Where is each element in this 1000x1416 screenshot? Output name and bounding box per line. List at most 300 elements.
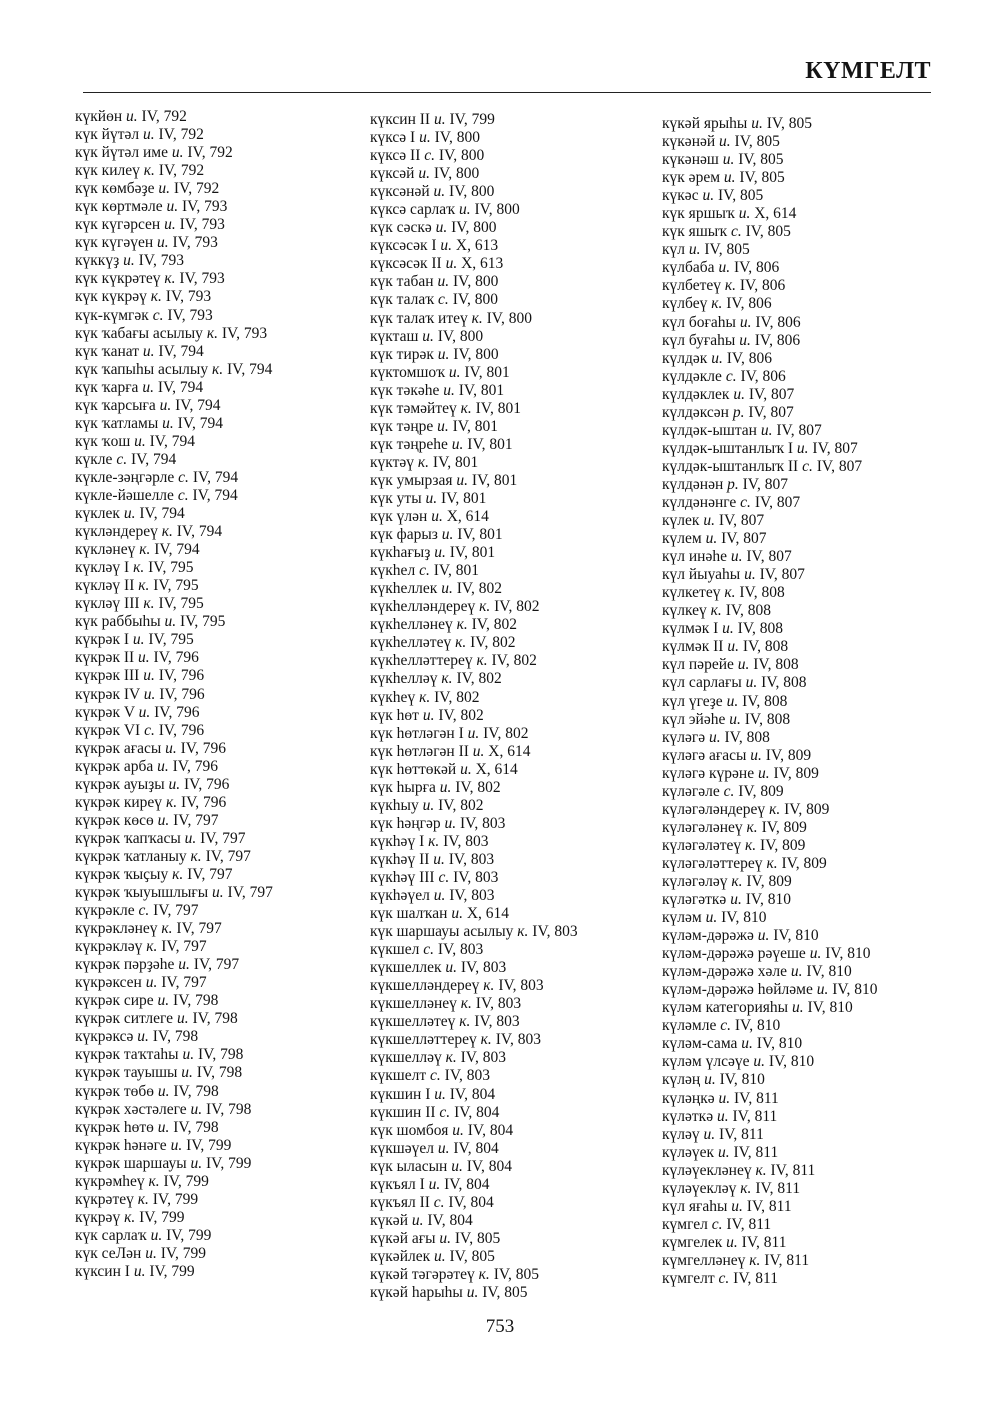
dictionary-entry: [75, 252, 273, 270]
entry-reference: IV, 792: [173, 180, 220, 198]
entry-headword: күл пәрейе: [662, 656, 734, 674]
entry-headword: күкрәк таҡтаһы: [75, 1046, 179, 1064]
dictionary-entry: [662, 332, 878, 350]
entry-pos-abbrev: и.: [460, 760, 472, 778]
entry-pos-abbrev: и.: [134, 432, 146, 450]
entry-pos-abbrev: и.: [796, 439, 809, 457]
entry-pos-abbrev: к.: [731, 872, 743, 890]
entry-reference: IV, 797: [173, 811, 219, 829]
entry-pos-abbrev: и.: [212, 884, 224, 902]
entry-reference: IV, 806: [755, 313, 801, 331]
entry-headword: күлдәк-ыштанлыҡ II: [662, 457, 799, 475]
entry-reference: IV, 802: [483, 724, 529, 742]
dictionary-entry: [662, 566, 878, 584]
dictionary-entry: [662, 1234, 878, 1252]
dictionary-entry: [75, 1191, 273, 1209]
dictionary-entry: [662, 223, 878, 241]
dictionary-entry: [75, 469, 273, 487]
entry-headword: күкрәтеү: [75, 1190, 134, 1208]
entry-pos-abbrev: и.: [760, 421, 773, 439]
entry-headword: күк һырға: [370, 778, 436, 796]
dictionary-entry: [370, 183, 578, 201]
entry-reference: IV, 804: [454, 1103, 500, 1121]
entry-headword: күктомшоҡ: [370, 363, 446, 381]
entry-headword: күкһеллек: [370, 580, 438, 598]
entry-reference: IV, 797: [161, 974, 207, 992]
entry-reference: IV, 794: [130, 450, 177, 468]
entry-reference: IV, 795: [180, 613, 226, 631]
entry-headword: күкшел: [370, 941, 420, 959]
entry-reference: IV, 796: [172, 757, 218, 775]
entry-reference: IV, 799: [149, 1263, 195, 1280]
entry-pos-abbrev: к.: [161, 523, 173, 541]
entry-reference: IV, 809: [781, 854, 827, 872]
dictionary-entry: [662, 133, 878, 151]
dictionary-entry: [662, 729, 878, 747]
entry-headword: күләм-дәрәжә: [662, 927, 754, 945]
entry-reference: IV, 803: [460, 959, 507, 977]
dictionary-entry: [75, 1137, 273, 1155]
entry-pos-abbrev: к.: [441, 670, 453, 688]
entry-headword: күк күкрәтеү: [75, 270, 161, 288]
entry-reference: IV, 801: [433, 562, 480, 580]
entry-pos-abbrev: и.: [143, 685, 156, 703]
entry-pos-abbrev: и.: [145, 974, 158, 992]
entry-pos-abbrev: и.: [733, 385, 745, 403]
entry-headword: күл үгеҙе: [662, 692, 723, 710]
entry-reference: IV, 805: [704, 241, 750, 259]
entry-headword: күк ҡабағы асылыу: [75, 324, 203, 342]
entry-pos-abbrev: и.: [433, 111, 446, 128]
entry-headword: күләүекләү: [662, 1179, 737, 1197]
running-head-title: КҮМГЕЛТ: [805, 58, 931, 84]
entry-headword: күкләү III: [75, 595, 140, 613]
dictionary-entry: [662, 909, 878, 927]
entry-headword: күлем: [662, 530, 702, 548]
entry-reference: IV, 811: [732, 1107, 778, 1125]
dictionary-entry: [75, 541, 273, 559]
entry-pos-abbrev: к.: [139, 541, 151, 559]
entry-headword: күк талаҡ: [370, 291, 435, 309]
entry-pos-abbrev: и.: [757, 764, 770, 782]
dictionary-entry: [370, 508, 578, 526]
entry-reference: IV, 811: [755, 1179, 801, 1197]
entry-pos-abbrev: к.: [143, 595, 155, 613]
dictionary-entry: [370, 1049, 578, 1067]
dictionary-entry: [662, 747, 878, 765]
dictionary-entry: [370, 905, 578, 923]
entry-headword: күкләү II: [75, 577, 135, 595]
entry-headword: күксәсәк II: [370, 255, 442, 273]
entry-headword: күкһелләтеү: [370, 634, 452, 652]
entry-pos-abbrev: и.: [143, 126, 155, 144]
dictionary-entry: [662, 1090, 878, 1108]
entry-headword: күк һөттөкәй: [370, 760, 457, 778]
entry-reference: IV, 794: [149, 432, 195, 450]
entry-pos-abbrev: и.: [722, 620, 734, 638]
entry-reference: IV, 794: [139, 505, 185, 523]
entry-pos-abbrev: и.: [157, 757, 169, 775]
dictionary-entry: [75, 505, 273, 523]
entry-headword: күкрәк ауыҙы: [75, 775, 165, 793]
entry-pos-abbrev: и.: [157, 811, 170, 829]
dictionary-entry: [370, 959, 578, 977]
dictionary-entry: [370, 237, 578, 255]
dictionary-entry: [75, 1119, 273, 1137]
dictionary-entry: [75, 974, 273, 992]
entry-reference: IV, 805: [738, 151, 784, 169]
entry-headword: күкрәк ҡыуышлығы: [75, 884, 209, 902]
entry-reference: IV, 807: [816, 457, 863, 475]
dictionary-entry: [75, 126, 273, 144]
entry-reference: IV, 811: [770, 1161, 816, 1179]
entry-pos-abbrev: и.: [441, 580, 453, 598]
entry-headword: күкрәк V: [75, 703, 135, 721]
entry-headword: күк тәңре: [370, 417, 434, 435]
entry-headword: күк килеү: [75, 162, 140, 180]
dictionary-entry: [75, 1227, 273, 1245]
dictionary-entry: [662, 151, 878, 169]
entry-pos-abbrev: к.: [476, 652, 488, 670]
entry-headword: күмгелек: [662, 1233, 723, 1251]
entry-reference: IV, 805: [493, 1266, 540, 1283]
entry-reference: IV, 793: [167, 306, 213, 324]
entry-pos-abbrev: к.: [724, 584, 736, 602]
entry-pos-abbrev: и.: [456, 471, 469, 489]
entry-reference: IV, 799: [205, 1154, 252, 1172]
entry-headword: күкәй ағы: [370, 1229, 436, 1247]
dictionary-entry: [662, 674, 878, 692]
entry-reference: IV, 804: [453, 1139, 499, 1157]
entry-headword: күкрәк II: [75, 649, 135, 667]
entry-headword: күлдәк-ыштан: [662, 421, 757, 439]
dictionary-entry: [662, 693, 878, 711]
entry-reference: IV, 801: [452, 417, 498, 435]
entry-headword: күкрәк ҡапҡасы: [75, 829, 181, 847]
dictionary-entry: [370, 382, 578, 400]
dictionary-entry: [662, 801, 878, 819]
dictionary-entry: [75, 1046, 273, 1064]
dictionary-entry: [370, 670, 578, 688]
dictionary-entry: [370, 1248, 578, 1266]
entry-pos-abbrev: к.: [460, 995, 472, 1013]
entry-reference: IV, 803: [475, 995, 522, 1013]
entry-reference: IV, 805: [482, 1284, 528, 1302]
dictionary-entry: [370, 219, 578, 237]
dictionary-entry: [75, 704, 273, 722]
dictionary-entry: [75, 830, 273, 848]
entry-headword: күкрәк ситлеге: [75, 1010, 174, 1028]
entry-pos-abbrev: и.: [718, 259, 731, 277]
entry-headword: күк үлән: [370, 508, 428, 526]
entry-pos-abbrev: с.: [720, 1017, 731, 1035]
dictionary-entry: [370, 544, 578, 562]
entry-reference: IV, 810: [832, 981, 878, 999]
entry-reference: IV, 810: [719, 1071, 765, 1089]
entry-headword: күкрәкләү: [75, 938, 143, 956]
entry-pos-abbrev: к.: [724, 277, 736, 295]
entry-reference: IV, 798: [196, 1064, 243, 1082]
entry-pos-abbrev: и.: [451, 905, 463, 923]
entry-headword: күкшелт: [370, 1067, 427, 1085]
entry-pos-abbrev: и.: [723, 169, 736, 187]
entry-headword: күкйөн: [75, 108, 123, 125]
entry-headword: күк һөт: [370, 706, 419, 724]
entry-column-3: [662, 115, 878, 1288]
entry-reference: IV, 802: [470, 634, 516, 652]
entry-pos-abbrev: и.: [790, 963, 803, 981]
entry-headword: күкәй: [370, 1211, 408, 1229]
entry-pos-abbrev: и.: [703, 1125, 716, 1143]
entry-pos-abbrev: и.: [705, 909, 718, 927]
entry-pos-abbrev: к.: [480, 1031, 492, 1049]
entry-reference: IV, 805: [745, 223, 791, 241]
entry-headword: күксәсәк I: [370, 237, 437, 255]
entry-reference: IV, 796: [153, 649, 199, 667]
entry-pos-abbrev: к.: [428, 832, 440, 850]
entry-pos-abbrev: к.: [124, 1208, 136, 1226]
entry-headword: күк сәскә: [370, 219, 432, 237]
dictionary-entry: [75, 1064, 273, 1082]
entry-reference: IV, 795: [148, 559, 194, 577]
entry-headword: күкһелләттереү: [370, 652, 473, 670]
entry-headword: күкъял I: [370, 1175, 425, 1193]
dictionary-entry: [75, 198, 273, 216]
entry-pos-abbrev: с.: [419, 562, 430, 580]
dictionary-entry: [662, 1071, 878, 1089]
dictionary-entry: [75, 415, 273, 433]
entry-reference: X, 614: [466, 905, 510, 923]
entry-reference: IV, 798: [206, 1100, 252, 1118]
entry-reference: IV, 797: [205, 847, 251, 865]
entry-reference: IV, 799: [160, 1244, 207, 1262]
entry-headword: күк раббыһы: [75, 613, 161, 631]
page-header: [83, 54, 931, 93]
entry-pos-abbrev: и.: [431, 508, 443, 526]
dictionary-entry: [370, 580, 578, 598]
entry-pos-abbrev: и.: [182, 1046, 195, 1064]
entry-pos-abbrev: и.: [190, 1100, 203, 1118]
entry-reference: IV, 801: [441, 489, 487, 507]
dictionary-entry: [662, 620, 878, 638]
dictionary-entry: [662, 945, 878, 963]
entry-pos-abbrev: и.: [443, 381, 455, 399]
entry-reference: IV, 794: [158, 342, 204, 360]
entry-headword: күләм-дәрәжә хәле: [662, 963, 787, 981]
entry-reference: IV, 807: [748, 385, 795, 403]
entry-pos-abbrev: с.: [730, 223, 742, 241]
dictionary-entry: [662, 295, 878, 313]
entry-headword: күләүекләнеү: [662, 1161, 752, 1179]
entry-reference: IV, 793: [172, 234, 218, 252]
entry-headword: күл буғаһы: [662, 331, 736, 349]
entry-pos-abbrev: и.: [137, 1028, 149, 1046]
entry-reference: IV, 795: [153, 577, 199, 595]
entry-pos-abbrev: и.: [441, 526, 454, 544]
entry-pos-abbrev: и.: [178, 956, 190, 974]
entry-headword: күкрәксә: [75, 1028, 134, 1046]
entry-pos-abbrev: и.: [440, 237, 453, 255]
dictionary-entry: [370, 1067, 578, 1085]
dictionary-entry: [75, 1155, 273, 1173]
entry-headword: күләгә күрәне: [662, 764, 755, 782]
entry-headword: күкрәк киреү: [75, 793, 163, 811]
entry-headword: күлдәкле: [662, 367, 722, 385]
dictionary-entry: [370, 797, 578, 815]
entry-pos-abbrev: и.: [439, 778, 452, 796]
entry-headword: күләм үлсәүе: [662, 1053, 750, 1071]
dictionary-entry: [370, 652, 578, 670]
entry-pos-abbrev: с.: [438, 291, 449, 309]
entry-headword: күк һөтләгән II: [370, 742, 469, 760]
dictionary-entry: [75, 920, 273, 938]
dictionary-entry: [75, 216, 273, 234]
dictionary-entry: [662, 927, 878, 945]
entry-reference: IV, 806: [739, 277, 786, 295]
dictionary-entry: [370, 436, 578, 454]
dictionary-entry: [75, 884, 273, 902]
entry-pos-abbrev: к.: [711, 295, 723, 313]
entry-headword: күкһыу: [370, 796, 419, 814]
dictionary-entry: [75, 270, 273, 288]
entry-pos-abbrev: и.: [422, 327, 434, 345]
entry-headword: күкрәк һөтө: [75, 1118, 154, 1136]
entry-reference: IV, 798: [173, 1118, 219, 1136]
entry-headword: күксин II: [370, 111, 431, 128]
entry-reference: IV, 804: [467, 1121, 514, 1139]
entry-pos-abbrev: с.: [177, 486, 189, 504]
entry-pos-abbrev: и.: [437, 345, 450, 363]
entry-reference: IV, 809: [784, 800, 830, 818]
dictionary-entry: [370, 851, 578, 869]
dictionary-entry: [75, 902, 273, 920]
entry-headword: күләгә ағасы: [662, 746, 747, 764]
entry-reference: IV, 796: [180, 739, 226, 757]
dictionary-entry: [662, 187, 878, 205]
entry-headword: күк талаҡ итеү: [370, 309, 468, 327]
entry-reference: IV, 800: [449, 183, 495, 201]
dictionary-entry: [370, 725, 578, 743]
entry-headword: күкһәү I: [370, 832, 425, 850]
entry-reference: IV, 808: [724, 728, 770, 746]
entry-headword: күкшелләү: [370, 1049, 442, 1067]
entry-headword: күкшин II: [370, 1103, 436, 1121]
entry-reference: IV, 811: [741, 1233, 787, 1251]
entry-headword: күкрәк ҡатланыу: [75, 847, 187, 865]
entry-pos-abbrev: и.: [428, 1175, 441, 1193]
dictionary-entry: [662, 819, 878, 837]
entry-headword: күктәү: [370, 453, 415, 471]
entry-reference: IV, 801: [464, 363, 510, 381]
dictionary-entry: [370, 815, 578, 833]
entry-pos-abbrev: и.: [816, 981, 829, 999]
entry-reference: IV, 796: [184, 775, 230, 793]
entry-reference: IV, 800: [437, 327, 484, 345]
entry-headword: күлмәк II: [662, 638, 724, 656]
entry-reference: IV, 810: [745, 891, 792, 909]
dictionary-entry: [370, 255, 578, 273]
entry-reference: IV, 805: [454, 1229, 501, 1247]
dictionary-entry: [75, 1101, 273, 1119]
entry-pos-abbrev: и.: [138, 649, 150, 667]
entry-headword: күләм-сама: [662, 1035, 738, 1053]
entry-pos-abbrev: к.: [150, 288, 162, 306]
entry-pos-abbrev: и.: [745, 674, 758, 692]
entry-reference: IV, 811: [733, 1270, 778, 1287]
entry-pos-abbrev: с.: [439, 1103, 451, 1121]
entry-reference: IV, 807: [759, 566, 805, 584]
entry-reference: IV, 801: [467, 435, 513, 453]
entry-headword: күк ҡош: [75, 432, 131, 450]
entry-pos-abbrev: к.: [143, 162, 155, 180]
dictionary-entry: [370, 129, 578, 147]
dictionary-entry: [662, 314, 878, 332]
entry-headword: күкһәү III: [370, 868, 435, 886]
dictionary-entry: [662, 259, 878, 277]
entry-reference: IV, 807: [776, 421, 822, 439]
entry-headword: күкле-йәшелле: [75, 486, 174, 504]
entry-pos-abbrev: и.: [730, 548, 743, 566]
dictionary-entry: [370, 1104, 578, 1122]
entry-pos-abbrev: и.: [433, 183, 446, 201]
entry-headword: күләң: [662, 1071, 701, 1089]
dictionary-entry: [370, 1230, 578, 1248]
entry-reference: IV, 809: [761, 818, 807, 836]
entry-reference: IV, 803: [453, 868, 499, 886]
dictionary-entry: [75, 1010, 273, 1028]
dictionary-entry: [662, 386, 878, 404]
dictionary-entry: [662, 422, 878, 440]
dictionary-entry: [662, 277, 878, 295]
entry-reference: IV, 798: [152, 1028, 199, 1046]
entry-reference: IV, 794: [157, 378, 204, 396]
entry-headword: күлбаба: [662, 259, 715, 277]
entry-headword: күк күгәрсен: [75, 216, 161, 234]
entry-reference: IV, 794: [176, 523, 223, 541]
dictionary-entry: [662, 115, 878, 133]
entry-pos-abbrev: и.: [730, 891, 742, 909]
dictionary-entry: [662, 584, 878, 602]
entry-pos-abbrev: с.: [144, 721, 155, 739]
entry-headword: күк йүтәл име: [75, 144, 168, 162]
entry-pos-abbrev: и.: [145, 1244, 157, 1262]
dictionary-entry: [75, 1083, 273, 1101]
entry-reference: IV, 803: [474, 1013, 520, 1031]
entry-pos-abbrev: с.: [423, 941, 435, 959]
dictionary-entry: [370, 779, 578, 797]
entry-reference: IV, 808: [761, 674, 807, 692]
dictionary-entry: [370, 598, 578, 616]
entry-headword: күл яғаһы: [662, 1197, 728, 1215]
dictionary-entry: [662, 404, 878, 422]
entry-reference: IV, 800: [433, 165, 480, 183]
entry-pos-abbrev: к.: [148, 1172, 160, 1190]
entry-headword: күксә сарлаҡ: [370, 201, 456, 219]
entry-pos-abbrev: и.: [709, 728, 721, 746]
entry-headword: күл: [662, 241, 686, 259]
entry-headword: күлдәнән: [662, 475, 724, 493]
entry-pos-abbrev: к.: [146, 938, 158, 956]
entry-headword: күкрәк IV: [75, 685, 140, 703]
dictionary-entry: [370, 761, 578, 779]
dictionary-entry: [75, 288, 273, 306]
dictionary-entry: [370, 418, 578, 436]
entry-pos-abbrev: к.: [755, 1161, 767, 1179]
entry-reference: IV, 807: [754, 493, 801, 511]
entry-pos-abbrev: с.: [711, 1215, 723, 1233]
entry-pos-abbrev: и.: [422, 706, 435, 724]
entry-reference: IV, 798: [173, 1082, 219, 1100]
